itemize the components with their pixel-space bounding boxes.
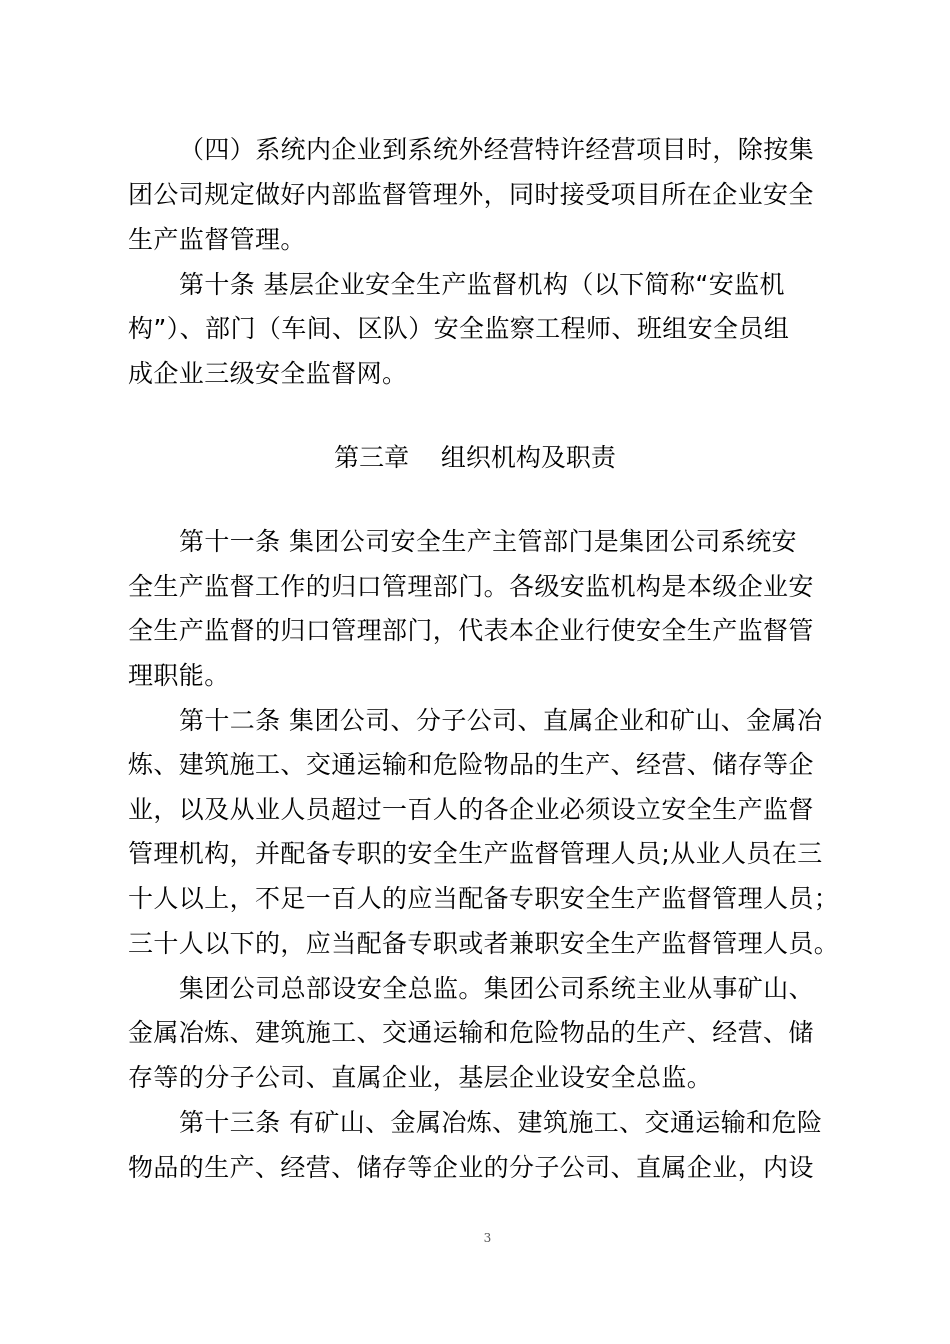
article-11-line: 全生产监督工作的归口管理部门。各级安监机构是本级企业安 (128, 572, 814, 601)
safety-director-line: 金属冶炼、建筑施工、交通运输和危险物品的生产、经营、储 (128, 1018, 814, 1047)
article-13-line: 物品的生产、经营、储存等企业的分子公司、直属企业，内设 (128, 1153, 814, 1182)
paragraph-line: 生产监督管理。 (128, 225, 306, 254)
article-12-line: 业，以及从业人员超过一百人的各企业必须设立安全生产监督 (128, 795, 814, 824)
article-11-line: 全生产监督的归口管理部门，代表本企业行使安全生产监督管 (128, 616, 814, 645)
article-12-line: 管理机构，并配备专职的安全生产监督管理人员;从业人员在三 (128, 839, 823, 868)
page-number: 3 (483, 1231, 492, 1245)
paragraph-line: 团公司规定做好内部监督管理外，同时接受项目所在企业安全 (128, 180, 814, 209)
safety-director-line: 存等的分子公司、直属企业，基层企业设安全总监。 (128, 1063, 713, 1092)
safety-director-line: 集团公司总部设安全总监。集团公司系统主业从事矿山、 (179, 974, 815, 1003)
paragraph-line: （四）系统内企业到系统外经营特许经营项目时，除按集 (179, 135, 815, 164)
article-12-line: 炼、建筑施工、交通运输和危险物品的生产、经营、储存等企 (128, 750, 814, 779)
chapter-heading: 第三章 组织机构及职责 (334, 443, 616, 472)
article-11-line: 理职能。 (128, 661, 230, 690)
article-12-line: 三十人以下的，应当配备专职或者兼职安全生产监督管理人员。 (128, 929, 840, 958)
article-10-line: 第十条 基层企业安全生产监督机构（以下简称“安监机 (179, 270, 785, 299)
article-12-line: 第十二条 集团公司、分子公司、直属企业和矿山、金属冶 (179, 706, 823, 735)
article-13-line: 第十三条 有矿山、金属冶炼、建筑施工、交通运输和危险 (179, 1108, 823, 1137)
article-10-line: 构”）、部门（车间、区队）安全监察工程师、班组安全员组 (128, 314, 790, 343)
article-11-line: 第十一条 集团公司安全生产主管部门是集团公司系统安 (179, 527, 797, 556)
article-12-line: 十人以上，不足一百人的应当配备专职安全生产监督管理人员； (128, 884, 840, 913)
article-10-line: 成企业三级安全监督网。 (128, 359, 408, 388)
